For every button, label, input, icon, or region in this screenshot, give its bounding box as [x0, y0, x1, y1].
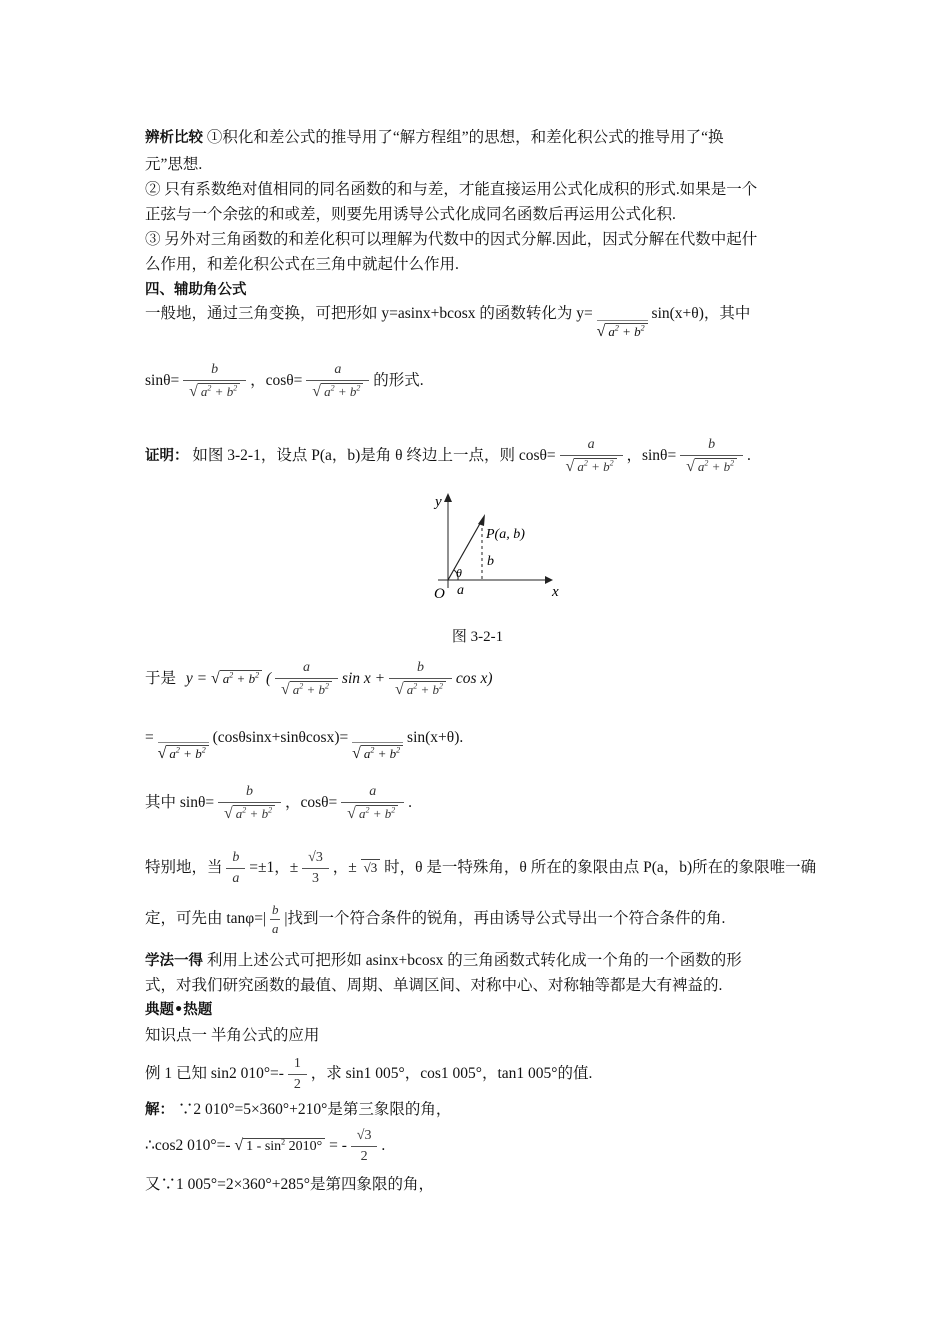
blank-fraction: √ $a^2 + b^2$ — [597, 302, 648, 341]
y-axis-arrow — [444, 493, 452, 502]
blank-fraction: √ $a^2 + b^2$ — [158, 724, 209, 763]
method-title: 学法一得 — [145, 953, 203, 969]
proof-text-3: . — [747, 447, 751, 465]
eq2-mid: (cosθsinx+sinθcosx)= — [212, 729, 349, 746]
special-text-1d: 时，θ 是一特殊角，θ 所在的象限由点 P(a，b)所在的象限唯一确 — [384, 859, 817, 877]
example-text-1b: ，求 sin1 005°，cos1 005°，tan1 005°的值. — [310, 1065, 593, 1083]
x-axis-arrow — [545, 576, 553, 584]
figure-caption: 图 3-2-1 — [451, 629, 504, 645]
analysis-line-3: ② 只有系数绝对值相同的同名函数的和与差，才能直接运用公式化成积的形式.如果是一个 — [145, 181, 758, 198]
fraction-root3-over-3: $\frac{√3}{3}$ — [302, 850, 329, 887]
sqrt-a2-b2: √ $a^2 + b^2$ — [211, 670, 262, 688]
analysis-line-1 — [145, 125, 724, 147]
label-a: a — [457, 583, 464, 598]
auxiliary-line-1 — [145, 301, 750, 341]
example-line — [145, 1056, 592, 1093]
auxiliary-line-2 — [145, 362, 424, 401]
fraction-one-half: $\frac{1}{2}$ — [288, 1056, 307, 1093]
label-origin: O — [434, 586, 445, 602]
method-text-1: 利用上述公式可把形如 asinx+bcosx 的三角函数式转化成一个角的一个函数的形 — [206, 952, 742, 969]
so-label: 于是 — [145, 670, 177, 688]
proof-label: 证明： — [145, 448, 189, 465]
eq-equals: = — [196, 670, 208, 688]
analysis-title: 辨析比较 — [145, 130, 203, 146]
where-end: . — [408, 794, 412, 812]
eq2-lead: = — [145, 729, 154, 746]
special-line-2 — [145, 902, 725, 937]
label-x: x — [552, 584, 559, 600]
fraction-b-over-a: $\frac{b}{a}$ — [271, 902, 279, 936]
analysis-line-2: 元”思想. — [145, 156, 203, 173]
fraction-a-over-root: $\frac{a}{√ a^2 + b^2}$ — [560, 437, 623, 476]
sin-theta-label: sinθ= — [145, 372, 180, 390]
label-theta: θ — [456, 566, 462, 580]
analysis-line-4: 正弦与一个余弦的和或差，则要先用诱导公式化成同名函数后再运用公式化积. — [145, 206, 676, 223]
blank-fraction: √ $a^2 + b^2$ — [352, 724, 403, 763]
equation-2 — [145, 724, 463, 763]
fraction-b-over-root: $\frac{b}{√ a^2 + b^2}$ — [389, 660, 452, 699]
terminal-arrow — [478, 514, 485, 526]
auxiliary-text-1a: 一般地，通过三角变换，可把形如 y=asinx+bcosx 的函数转化为 y= — [145, 305, 593, 322]
special-line-1 — [145, 850, 816, 887]
proof-text-2: ，sinθ= — [626, 447, 677, 465]
proof-line — [145, 437, 751, 476]
fraction-a-over-root: $\frac{a}{√ a^2 + b^2}$ — [341, 784, 404, 823]
special-text-2b: |找到一个符合条件的锐角，再由诱导公式导出一个符合条件的角. — [284, 910, 726, 928]
label-y: y — [435, 494, 442, 510]
where-cos: ，cosθ= — [284, 794, 338, 812]
sqrt-1-minus-sin2: √ $1 - \sin^2 2010^\circ$ — [234, 1137, 325, 1155]
fraction-b-over-root: $\frac{b}{√ a^2 + b^2}$ — [218, 784, 281, 823]
cos-theta-label: ，cosθ= — [250, 372, 303, 390]
example-text-1a: 例 1 已知 sin2 010°=- — [145, 1065, 284, 1083]
fraction-root3-over-2: $\frac{√3}{2}$ — [351, 1128, 378, 1165]
auxiliary-text-1b: sin(x+θ)，其中 — [651, 305, 751, 322]
label-point-p: P(a, b) — [486, 527, 525, 542]
special-text-1a: 特别地，当 — [145, 859, 223, 877]
solution-line-2 — [145, 1128, 385, 1165]
analysis-text-1: ①积化和差公式的推导用了“解方程组”的思想，和差化积公式的推导用了“换 — [206, 129, 724, 146]
fraction-b-over-root: $\frac{b}{√ a^2 + b^2}$ — [183, 362, 246, 401]
solution-text-1: ∵2 010°=5×360°+210°是第三象限的角， — [177, 1101, 452, 1118]
equals-minus: = - — [329, 1137, 347, 1155]
cos2010-label: ∴cos2 010°=- — [145, 1137, 231, 1155]
knowledge-point: 知识点一 半角公式的应用 — [145, 1027, 320, 1044]
eq-sin-x: sin x + — [341, 670, 386, 688]
solution-line-1 — [145, 1097, 451, 1119]
eq-paren: ( — [265, 670, 272, 688]
period: . — [381, 1137, 386, 1155]
method-line-2: 式，对我们研究函数的最值、周期、单调区间、对称中心、对称轴等都是大有裨益的. — [145, 977, 723, 994]
eq2-end: sin(x+θ). — [407, 729, 464, 746]
fraction-a-over-root: $\frac{a}{√ a^2 + b^2}$ — [275, 660, 338, 699]
eq-y: y — [185, 670, 193, 688]
fraction-a-over-root: $\frac{a}{√ a^2 + b^2}$ — [306, 362, 369, 401]
equation-1 — [145, 660, 493, 699]
sqrt-3: √3 — [361, 860, 381, 876]
analysis-line-6: 么作用，和差化积公式在三角中就起什么作用. — [145, 256, 459, 273]
proof-text-1: 如图 3-2-1，设点 P(a，b)是角 θ 终边上一点，则 cosθ= — [192, 447, 556, 465]
label-b: b — [487, 554, 494, 569]
form-suffix: 的形式. — [373, 372, 424, 390]
fraction-b-over-a: $\frac{b}{a}$ — [226, 850, 245, 887]
special-text-1b: =±1，± — [249, 859, 299, 877]
method-line-1 — [145, 948, 742, 970]
solution-label: 解： — [145, 1102, 174, 1118]
figure-3-2-1 — [410, 490, 690, 605]
topic-title: 典题•热题 — [145, 1002, 213, 1018]
fraction-b-over-root: $\frac{b}{√ a^2 + b^2}$ — [680, 437, 743, 476]
terminal-side — [448, 520, 482, 580]
where-line — [145, 784, 412, 823]
special-text-1c: ，± — [332, 859, 357, 877]
analysis-line-5: ③ 另外对三角函数的和差化积可以理解为代数中的因式分解.因此，因式分解在代数中起什 — [145, 231, 758, 248]
where-sin: 其中 sinθ= — [145, 794, 215, 812]
section-title-auxiliary-angle: 四、辅助角公式 — [145, 282, 247, 298]
special-text-2a: 定，可先由 tanφ=| — [145, 910, 267, 928]
solution-line-3: 又∵1 005°=2×360°+285°是第四象限的角， — [145, 1176, 434, 1193]
eq-cos-x: cos x) — [455, 670, 493, 688]
